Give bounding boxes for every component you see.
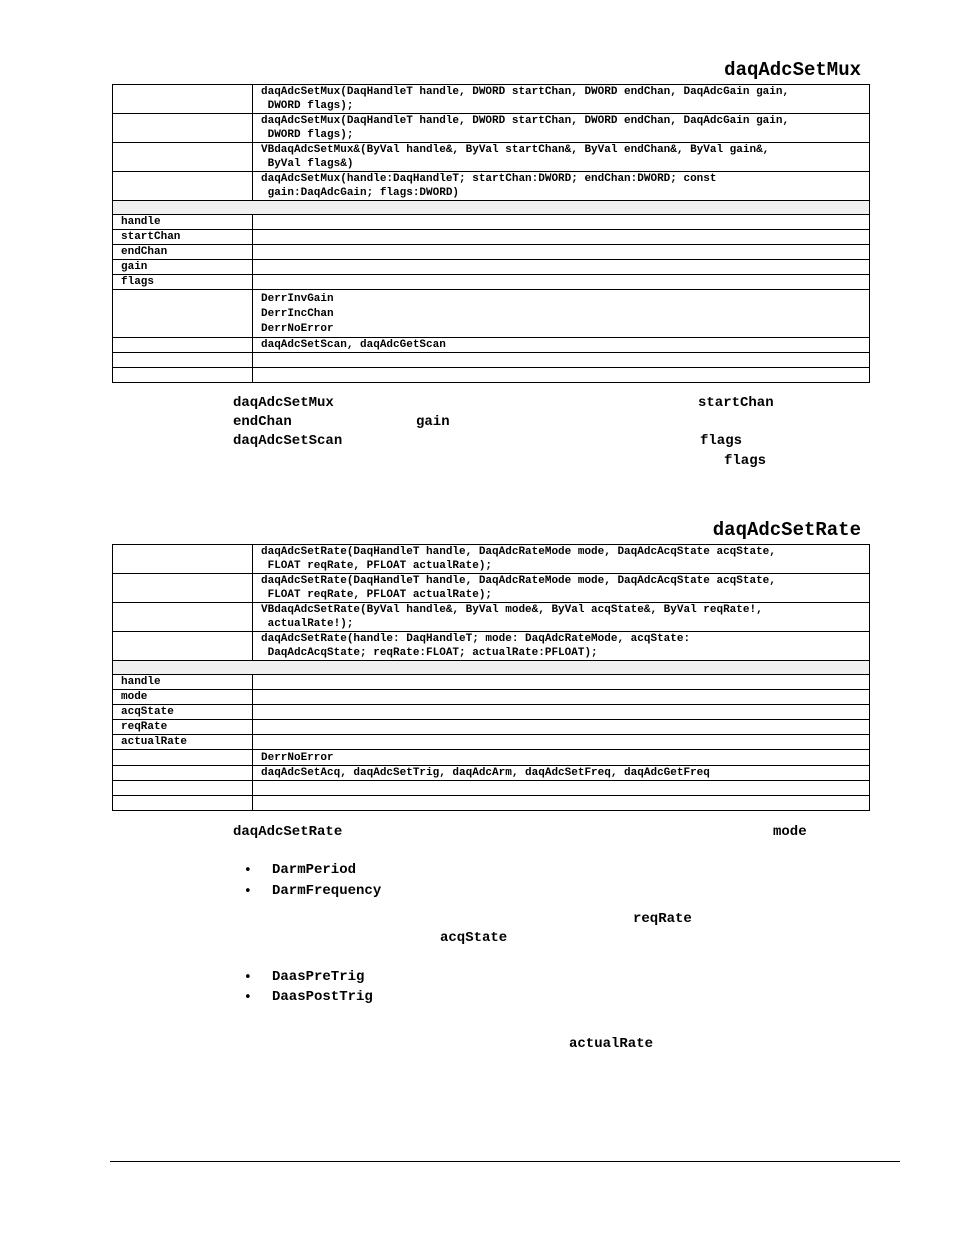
rate-reference-table bbox=[112, 544, 870, 811]
mux-param-name: startChan bbox=[113, 230, 253, 245]
rate-signature-row bbox=[113, 545, 870, 574]
mux-signature-row bbox=[113, 143, 870, 172]
mux-error-code: DerrInvGain bbox=[261, 293, 334, 305]
mux-errors-row bbox=[113, 290, 870, 338]
rate-param-row bbox=[113, 690, 870, 705]
rate-body-reqrate: reqRate bbox=[633, 911, 692, 927]
mux-body-setscan: daqAdcSetScan bbox=[233, 433, 343, 449]
rate-param-name: mode bbox=[113, 690, 253, 705]
mux-param-name: endChan bbox=[113, 245, 253, 260]
rate-body-actualrate: actualRate bbox=[569, 1036, 654, 1052]
mux-param-row bbox=[113, 245, 870, 260]
rate-body-fn-name: daqAdcSetRate bbox=[233, 824, 343, 840]
rate-errors-row bbox=[113, 750, 870, 766]
mux-reference-table bbox=[112, 84, 870, 383]
mux-see-also: daqAdcSetScan, daqAdcGetScan bbox=[253, 338, 870, 353]
mux-body-endchan: endChan bbox=[233, 414, 292, 430]
mux-body-gain: gain bbox=[416, 414, 450, 430]
mux-error-code: DerrNoError bbox=[261, 323, 334, 335]
rate-section-separator bbox=[113, 661, 870, 675]
mux-empty-row bbox=[113, 368, 870, 383]
mux-signature-delphi: daqAdcSetMux(handle:DaqHandleT; startChan:DWORD; endChan:DWORD; const gain:DaqAdcGain; flags:DWORD) bbox=[261, 173, 717, 199]
rate-empty-row bbox=[113, 796, 870, 811]
mux-param-row bbox=[113, 275, 870, 290]
rate-mode-value: DarmPeriod bbox=[272, 862, 357, 878]
rate-signature-row bbox=[113, 632, 870, 661]
rate-signature-delphi: daqAdcSetRate(handle: DaqHandleT; mode: DaqAdcRateMode, acqState: DaqAdcAcqState; reqRate:FLOAT; actualRate:PFLOAT); bbox=[261, 633, 691, 659]
rate-acq-value: DaasPostTrig bbox=[272, 989, 373, 1005]
mux-signature-c: daqAdcSetMux(DaqHandleT handle, DWORD startChan, DWORD endChan, DaqAdcGain gain, DWORD flags); bbox=[261, 86, 790, 112]
mux-function-title: daqAdcSetMux bbox=[724, 59, 861, 81]
rate-function-title: daqAdcSetRate bbox=[712, 519, 861, 541]
rate-signature-row bbox=[113, 574, 870, 603]
rate-param-row bbox=[113, 720, 870, 735]
bullet-icon: • bbox=[244, 990, 252, 1005]
mux-param-name: handle bbox=[113, 215, 253, 230]
rate-param-name: reqRate bbox=[113, 720, 253, 735]
mux-param-name: gain bbox=[113, 260, 253, 275]
bullet-icon: • bbox=[244, 863, 252, 878]
mux-param-row bbox=[113, 215, 870, 230]
rate-error-code: DerrNoError bbox=[253, 750, 870, 766]
rate-param-name: acqState bbox=[113, 705, 253, 720]
mux-body-flags: flags bbox=[700, 433, 743, 449]
mux-signature-vb: VBdaqAdcSetMux&(ByVal handle&, ByVal startChan&, ByVal endChan&, ByVal gain&, ByVal flags&) bbox=[261, 144, 770, 170]
mux-signature-row bbox=[113, 172, 870, 201]
rate-param-name: handle bbox=[113, 675, 253, 690]
rate-signature-vb: VBdaqAdcSetRate(ByVal handle&, ByVal mode&, ByVal acqState&, ByVal reqRate!, actualRate!); bbox=[261, 604, 763, 630]
mux-body-fn-name: daqAdcSetMux bbox=[233, 395, 334, 411]
rate-signature-c: daqAdcSetRate(DaqHandleT handle, DaqAdcRateMode mode, DaqAdcAcqState acqState, FLOAT reqRate, PFLOAT actualRate); bbox=[261, 546, 776, 572]
mux-signature-row bbox=[113, 85, 870, 114]
rate-empty-row bbox=[113, 781, 870, 796]
rate-see-also: daqAdcSetAcq, daqAdcSetTrig, daqAdcArm, daqAdcSetFreq, daqAdcGetFreq bbox=[253, 766, 870, 781]
mux-body-flags: flags bbox=[724, 453, 767, 469]
rate-signature-cpp: daqAdcSetRate(DaqHandleT handle, DaqAdcRateMode mode, DaqAdcAcqState acqState, FLOAT reqRate, PFLOAT actualRate); bbox=[261, 575, 776, 601]
mux-signature-row bbox=[113, 114, 870, 143]
footer-rule bbox=[110, 1161, 900, 1162]
rate-param-row bbox=[113, 675, 870, 690]
bullet-icon: • bbox=[244, 970, 252, 985]
rate-param-row bbox=[113, 705, 870, 720]
rate-body-mode: mode bbox=[773, 824, 807, 840]
mux-empty-row bbox=[113, 353, 870, 368]
mux-param-row bbox=[113, 230, 870, 245]
mux-signature-cpp: daqAdcSetMux(DaqHandleT handle, DWORD startChan, DWORD endChan, DaqAdcGain gain, DWORD flags); bbox=[261, 115, 790, 141]
rate-mode-value: DarmFrequency bbox=[272, 883, 382, 899]
mux-see-also-row bbox=[113, 338, 870, 353]
rate-signature-row bbox=[113, 603, 870, 632]
rate-body-acqstate: acqState bbox=[440, 930, 508, 946]
mux-param-row bbox=[113, 260, 870, 275]
mux-param-name: flags bbox=[113, 275, 253, 290]
rate-param-name: actualRate bbox=[113, 735, 253, 750]
rate-see-also-row bbox=[113, 766, 870, 781]
mux-section-separator bbox=[113, 201, 870, 215]
rate-acq-value: DaasPreTrig bbox=[272, 969, 365, 985]
mux-error-code: DerrIncChan bbox=[261, 308, 334, 320]
mux-body-startchan: startChan bbox=[698, 395, 774, 411]
rate-param-row bbox=[113, 735, 870, 750]
bullet-icon: • bbox=[244, 884, 252, 899]
